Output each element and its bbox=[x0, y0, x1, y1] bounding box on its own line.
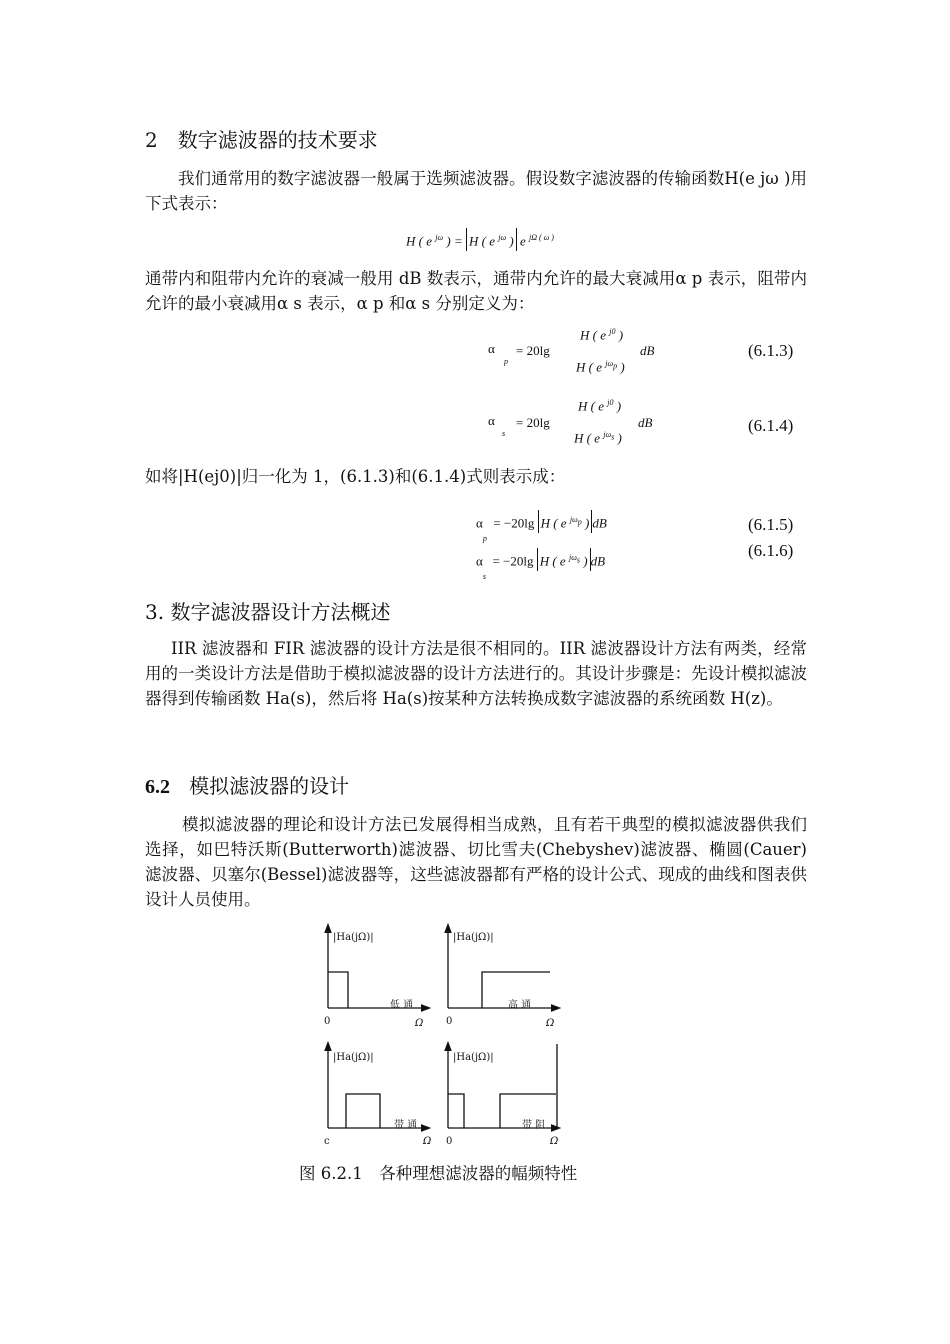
lowpass-response bbox=[328, 972, 348, 1008]
bandstop-label: 带 阻 bbox=[522, 1120, 546, 1131]
section-6-2-number: 6.2 bbox=[145, 776, 170, 798]
section-6-2-title: 模拟滤波器的设计 bbox=[189, 774, 350, 798]
equation-number-6-1-3: (6.1.3) bbox=[748, 341, 794, 360]
bandpass-omega: Ω bbox=[423, 1136, 432, 1147]
equation-alpha-s-normalized: $\alpha_s = -20\lg$ H ( e $^{j\omega_s}$ ) dB bbox=[476, 548, 605, 571]
equation-alpha-s: α s = 20lg H ( e $^{j0}$ ) H ( e $^{j\omega_s}$ ) dB bbox=[488, 398, 653, 446]
equation-number-6-1-6: (6.1.6) bbox=[748, 541, 794, 560]
bandpass-label: 带 通 bbox=[394, 1120, 418, 1131]
section-2-heading: 2 数字滤波器的技术要求 bbox=[145, 128, 378, 152]
highpass-ylabel: |Ha(jΩ)| bbox=[453, 932, 494, 943]
highpass-origin: 0 bbox=[446, 1016, 453, 1027]
section-6-2-heading bbox=[145, 770, 349, 799]
bandstop-origin: 0 bbox=[446, 1136, 453, 1147]
highpass-omega: Ω bbox=[546, 1018, 555, 1029]
lowpass-ylabel: |Ha(jΩ)| bbox=[333, 932, 374, 943]
bandpass-origin: c bbox=[324, 1136, 330, 1147]
equation-number-6-1-4: (6.1.4) bbox=[748, 416, 794, 435]
bandstop-ylabel: |Ha(jΩ)| bbox=[453, 1052, 494, 1063]
section-3-heading: 3. 数字滤波器设计方法概述 bbox=[145, 600, 391, 624]
bandpass-ylabel: |Ha(jΩ)| bbox=[333, 1052, 374, 1063]
paragraph-normalize: 如将|H(ej0)|归一化为 1，(6.1.3)和(6.1.4)式则表示成： bbox=[145, 467, 566, 486]
filter-figure bbox=[318, 920, 578, 1152]
equation-alpha-p-normalized: $\alpha_p = -20\lg$ H ( e $^{j\omega_p}$ ) dB bbox=[476, 510, 607, 533]
equation-alpha-p: α p = 20lg H ( e $^{j0}$ ) H ( e $^{j\omega_p}$ ) dB bbox=[488, 327, 655, 375]
lowpass-label: 低 通 bbox=[390, 1000, 414, 1011]
lowpass-origin: 0 bbox=[324, 1016, 331, 1027]
paragraph-attenuation: 通带内和阻带内允许的衰减一般用 dB 数表示，通带内允许的最大衰减用α p 表示，阻带内允许的最小衰减用α s 表示，α p 和α s 分别定义为： bbox=[145, 269, 807, 313]
paragraph-transfer-function: 我们通常用的数字滤波器一般属于选频滤波器。假设数字滤波器的传输函数H(e jω )用下式表示： bbox=[145, 169, 807, 213]
equation-transfer-function: H ( e $^{j\omega}$ ) = H ( e $^{j\omega}$ ) e $^{j\Omega ( \omega )}$ bbox=[406, 228, 554, 251]
highpass-label: 高 通 bbox=[508, 1000, 532, 1011]
bandstop-omega: Ω bbox=[550, 1136, 559, 1147]
paragraph-design-methods: IIR 滤波器和 FIR 滤波器的设计方法是很不相同的。IIR 滤波器设计方法有两类，经常用的一类设计方法是借助于模拟滤波器的设计方法进行的。其设计步骤是：先设计模拟滤波器得到传输函数 Ha(s)，然后将 Ha(s)按某种方法转换成数字滤波器的系统函数 H(z)。 bbox=[145, 639, 807, 708]
figure-caption: 图 6.2.1 各种理想滤波器的幅频特性 bbox=[299, 1164, 578, 1183]
bandpass-response bbox=[346, 1094, 380, 1128]
lowpass-omega: Ω bbox=[415, 1018, 424, 1029]
paragraph-analog-filters: 模拟滤波器的理论和设计方法已发展得相当成熟，且有若干典型的模拟滤波器供我们选择，如巴特沃斯(Butterworth)滤波器、切比雪夫(Chebyshev)滤波器、椭圆(Cauer)滤波器、贝塞尔(Bessel)滤波器等，这些滤波器都有严格的设计公式、现成的曲线和图表供设计人员使用。 bbox=[145, 815, 807, 909]
equation-number-6-1-5: (6.1.5) bbox=[748, 515, 794, 534]
